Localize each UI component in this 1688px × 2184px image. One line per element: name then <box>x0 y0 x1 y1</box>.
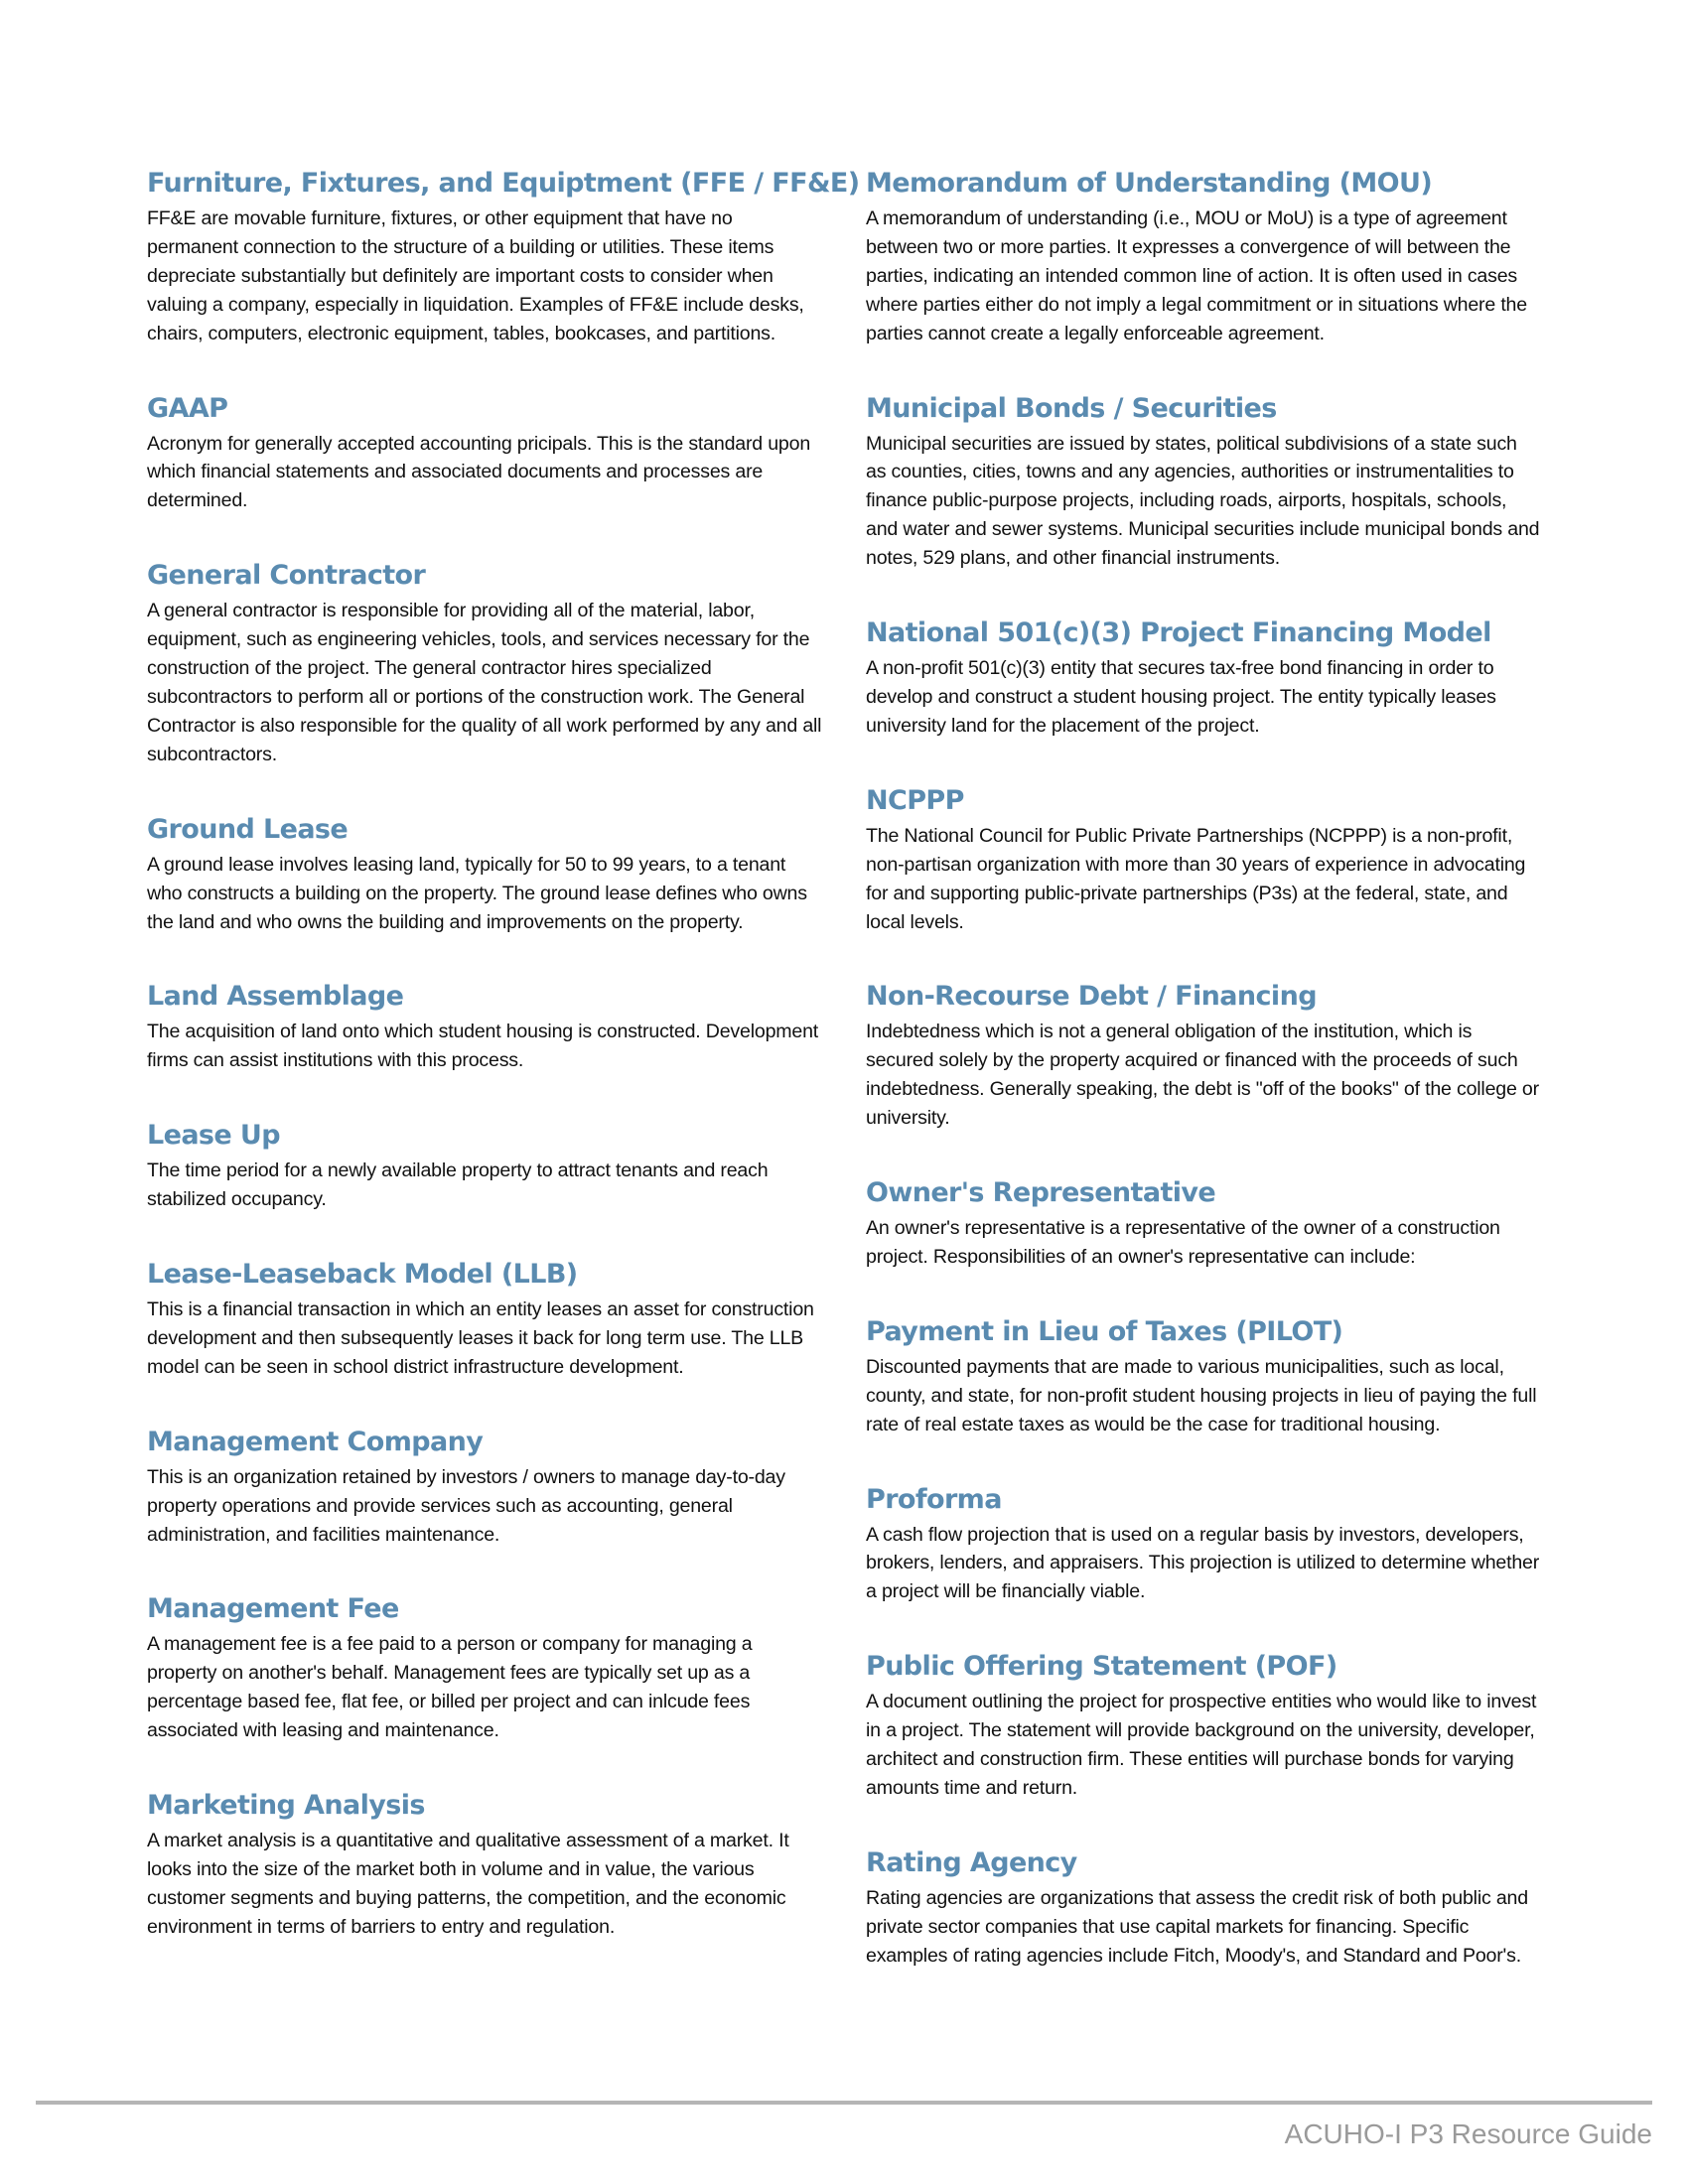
entry-title: National 501(c)(3) Project Financing Model <box>866 617 1491 649</box>
entry-body: A ground lease involves leasing land, typically for 50 to 99 years, to a tenant who constructs a building on the property. The ground lease defines who owns the land and who owns the building and improvements on the property. <box>147 853 807 933</box>
entry-title: Lease-Leaseback Model (LLB) <box>147 1259 578 1291</box>
entry-body: The acquisition of land onto which student housing is constructed. Development firms can assist institutions with this process. <box>147 1021 819 1072</box>
glossary-entry-pilot <box>866 1315 1541 1439</box>
entry-title: GAAP <box>147 392 228 424</box>
entry-body: A cash flow projection that is used on a regular basis by investors, developers, brokers, lenders, and appraisers. This projection is utilized to determine whether a project will be financially viable. <box>866 1523 1540 1603</box>
entry-body: A document outlining the project for prospective entities who would like to invest in a project. The statement will provide background on the university, developer, architect and construction firm. These entities will purchase bonds for varying amounts time and return. <box>866 1691 1537 1799</box>
entry-title: Furniture, Fixtures, and Equiptment (FFE / FF&E) <box>147 168 860 199</box>
glossary-entry-ffe <box>147 167 860 348</box>
glossary-entry-management-fee <box>147 1592 822 1745</box>
glossary-entry-ncppp <box>866 784 1541 937</box>
glossary-entry-mou <box>866 167 1541 348</box>
entry-title: NCPPP <box>866 784 964 816</box>
entry-title: Marketing Analysis <box>147 1790 425 1822</box>
glossary-entry-land-assemblage <box>147 980 822 1075</box>
entry-body: FF&E are movable furniture, fixtures, or other equipment that have no permanent connection to the structure of a building or utilities. These items depreciate substantially but definitely are important costs to consider when valuing a company, especially in liquidation. Examples of FF&E include desks, chairs, computers, electronic equipment, tables, bookcases, and partitions. <box>147 207 804 344</box>
entry-title: Ground Lease <box>147 813 349 845</box>
glossary-entry-lease-leaseback <box>147 1258 822 1382</box>
entry-title: Payment in Lieu of Taxes (PILOT) <box>866 1315 1343 1347</box>
glossary-entry-501c3-model <box>866 616 1541 741</box>
glossary-entry-public-offering-statement <box>866 1650 1541 1803</box>
entry-title: Proforma <box>866 1483 1002 1515</box>
entry-body: A memorandum of understanding (i.e., MOU or MoU) is a type of agreement between two or more parties. It expresses a convergence of will between the parties, indicating an intended common line of action. It is often used in cases where parties either do not imply a legal commitment or in situations where the parties cannot create a legally enforceable agreement. <box>866 207 1527 344</box>
entry-body: Acronym for generally accepted accounting pricipals. This is the standard upon which financial statements and associated documents and processes are determined. <box>147 432 811 512</box>
entry-body: A general contractor is responsible for providing all of the material, labor, equipment, such as engineering vehicles, tools, and services necessary for the construction of the project. The general contractor hires specialized subcontractors to perform all or portions of the construction work. The General Contractor is also responsible for the quality of all work performed by any and all subcontractors. <box>147 600 822 765</box>
entry-title: Memorandum of Understanding (MOU) <box>866 168 1433 199</box>
glossary-entry-general-contractor <box>147 559 822 768</box>
entry-title: Public Offering Statement (POF) <box>866 1651 1337 1683</box>
entry-title: Management Company <box>147 1426 484 1457</box>
entry-title: Management Fee <box>147 1593 399 1625</box>
entry-body: This is an organization retained by investors / owners to manage day-to-day property operations and provide services such as accounting, general administration, and facilities maintenance. <box>147 1465 785 1546</box>
entry-title: Non-Recourse Debt / Financing <box>866 981 1317 1013</box>
entry-body: Municipal securities are issued by states, political subdivisions of a state such as counties, cities, towns and any agencies, authorities or instrumentalities to finance public-purpose projects, including roads, airports, hospitals, schools, and water and sewer systems. Municipal securities include municipal bonds and notes, 529 plans, and other financial instruments. <box>866 432 1540 570</box>
glossary-entry-owners-representative <box>866 1176 1541 1272</box>
entry-body: A management fee is a fee paid to a person or company for managing a property on another's behalf. Management fees are typically set up as a percentage based fee, flat fee, or billed per project and can inlcude fees associated with leasing and maintenance. <box>147 1633 753 1742</box>
entry-title: Municipal Bonds / Securities <box>866 392 1277 424</box>
entry-title: Rating Agency <box>866 1846 1077 1878</box>
left-column <box>147 167 860 1942</box>
entry-body: The time period for a newly available property to attract tenants and reach stabilized occupancy. <box>147 1160 769 1211</box>
entry-body: A non-profit 501(c)(3) entity that secures tax-free bond financing in order to develop and construct a student housing project. The entity typically leases university land for the placement of the project. <box>866 657 1496 737</box>
glossary-entry-lease-up <box>147 1119 822 1214</box>
entry-title: Lease Up <box>147 1120 280 1152</box>
footer-title: ACUHO-I P3 Resource Guide <box>1284 2118 1652 2149</box>
right-column <box>866 167 1541 1971</box>
entry-body: The National Council for Public Private Partnerships (NCPPP) is a non-profit, non-partisan organization with more than 30 years of experience in advocating for and supporting public-private partnerships (P3s) at the federal, state, and local levels. <box>866 824 1526 933</box>
glossary-entry-ground-lease <box>147 813 822 937</box>
entry-title: Owner's Representative <box>866 1177 1216 1209</box>
glossary-entry-non-recourse-debt <box>866 980 1541 1133</box>
glossary-entry-management-company <box>147 1426 822 1550</box>
entry-body: Rating agencies are organizations that assess the credit risk of both public and private sector companies that use capital markets for financing. Specific examples of rating agencies include Fitch, Moody's, and Standard and Poor's. <box>866 1886 1528 1967</box>
glossary-entry-marketing-analysis <box>147 1789 822 1942</box>
entry-body: Discounted payments that are made to various municipalities, such as local, county, and state, for non-profit student housing projects in lieu of paying the full rate of real estate taxes as would be the case for traditional housing. <box>866 1355 1537 1435</box>
entry-body: This is a financial transaction in which an entity leases an asset for construction development and then subsequently leases it back for long term use. The LLB model can be seen in school district infrastructure development. <box>147 1298 814 1378</box>
entry-title: General Contractor <box>147 560 426 592</box>
entry-body: A market analysis is a quantitative and qualitative assessment of a market. It looks into the size of the market both in volume and in value, the various customer segments and buying patterns, the competition, and the economic environment in terms of barriers to entry and regulation. <box>147 1830 789 1938</box>
entry-title: Land Assemblage <box>147 981 404 1013</box>
glossary-entry-rating-agency <box>866 1846 1541 1971</box>
glossary-entry-municipal-bonds <box>866 392 1541 574</box>
glossary-entry-gaap <box>147 392 822 516</box>
footer-divider <box>36 2101 1652 2105</box>
glossary-entry-proforma <box>866 1483 1541 1607</box>
entry-body: Indebtedness which is not a general obligation of the institution, which is secured solely by the property acquired or financed with the proceeds of such indebtedness. Generally speaking, the debt is "off of the books" of the college or university. <box>866 1021 1539 1130</box>
entry-body: An owner's representative is a representative of the owner of a construction project. Responsibilities of an owner's representative can include: <box>866 1217 1500 1268</box>
